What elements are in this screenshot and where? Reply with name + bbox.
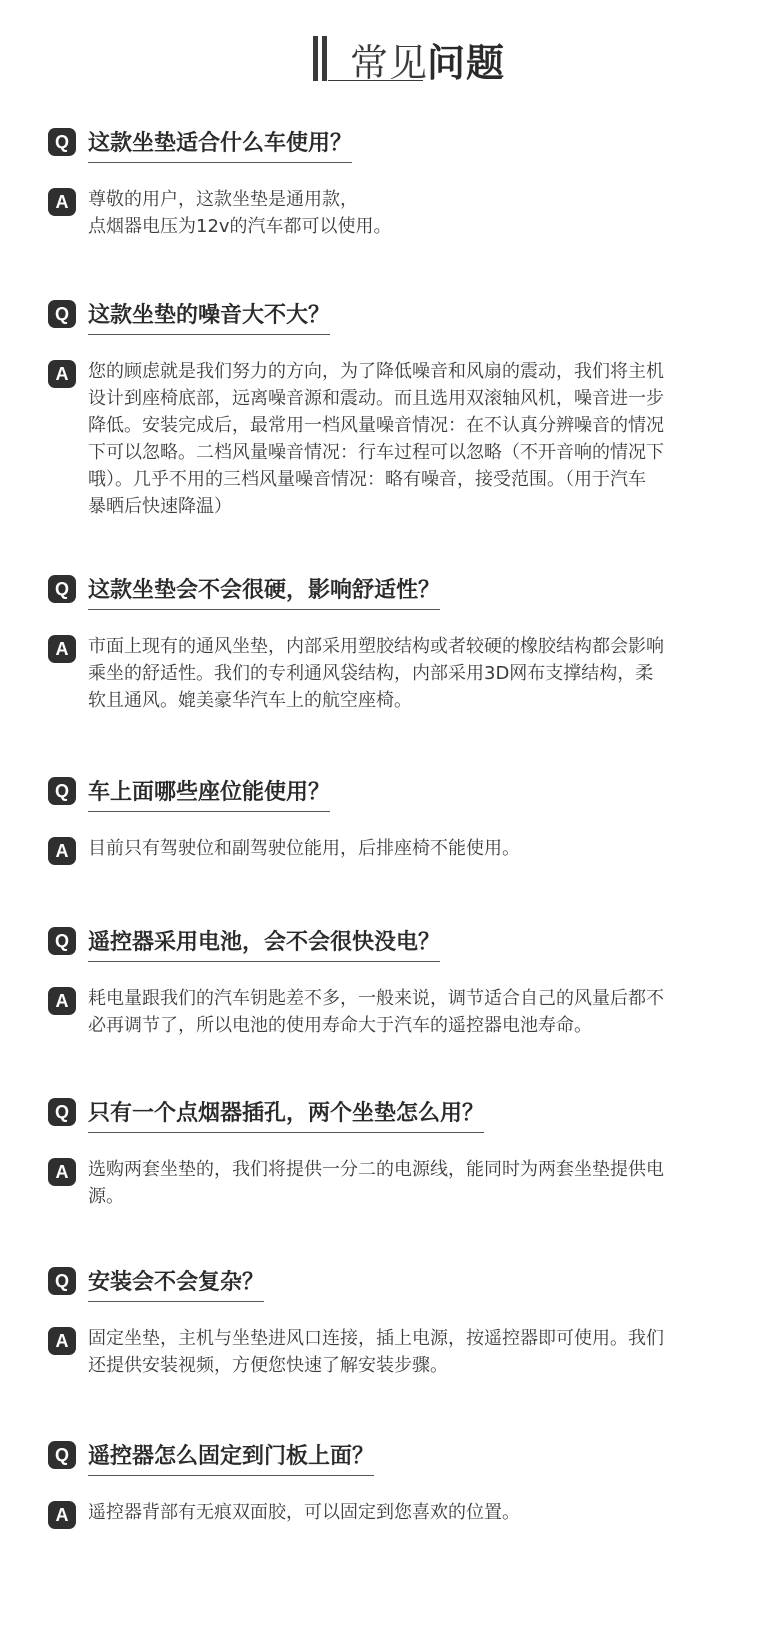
answer-badge: A — [48, 1501, 76, 1529]
question-text: 车上面哪些座位能使用？ — [88, 775, 330, 812]
faq-item — [48, 777, 748, 862]
question-badge: Q — [48, 1098, 76, 1126]
question-text: 这款坐垫的噪音大不大？ — [88, 298, 330, 335]
answer-badge: A — [48, 635, 76, 663]
question-text: 这款坐垫适合什么车使用？ — [88, 126, 352, 163]
faq-item — [48, 575, 748, 714]
question-text: 只有一个点烟器插孔，两个坐垫怎么用？ — [88, 1096, 484, 1133]
answer-badge: A — [48, 1327, 76, 1355]
faq-item — [48, 128, 748, 240]
answer-text: 遥控器背部有无痕双面胶，可以固定到您喜欢的位置。 — [88, 1502, 520, 1523]
answer-badge: A — [48, 837, 76, 865]
question-badge: Q — [48, 777, 76, 805]
answer-text: 市面上现有的通风坐垫，内部采用塑胶结构或者较硬的橡胶结构都会影响 乘坐的舒适性。我们的专利通风袋结构，内部采用3D网布支撑结构，柔 软且通风。媲美豪华汽车上的航空座椅。 — [88, 636, 664, 711]
question-badge: Q — [48, 1441, 76, 1469]
question-badge: Q — [48, 927, 76, 955]
question-badge: Q — [48, 575, 76, 603]
question-text: 这款坐垫会不会很硬，影响舒适性？ — [88, 573, 440, 610]
question-text: 遥控器怎么固定到门板上面？ — [88, 1439, 374, 1476]
title-bar-decoration — [322, 36, 327, 81]
answer-badge: A — [48, 987, 76, 1015]
answer-text: 您的顾虑就是我们努力的方向，为了降低噪音和风扇的震动，我们将主机 设计到座椅底部，远离噪音源和震动。而且选用双滚轴风机，噪音进一步 降低。安装完成后，最常用一档风量噪音情况：在不认真分辨噪音的情况 下可以忽略。二档风量噪音情况：行车过程可以忽略（不开音响的情况下 哦）。几乎不用的三档风量噪音情况：略有噪音，接受范围。（用于汽车 暴晒后快速降温） — [88, 361, 664, 517]
question-text: 遥控器采用电池，会不会很快没电？ — [88, 925, 440, 962]
faq-item — [48, 927, 748, 1039]
title-bar-decoration — [313, 36, 318, 81]
page-title-bold: 问题 — [427, 41, 506, 85]
faq-item — [48, 1267, 748, 1379]
question-badge: Q — [48, 128, 76, 156]
answer-text: 固定坐垫，主机与坐垫进风口连接，插上电源，按遥控器即可使用。我们 还提供安装视频，方便您快速了解安装步骤。 — [88, 1328, 664, 1376]
faq-item — [48, 300, 748, 520]
answer-badge: A — [48, 188, 76, 216]
answer-text: 尊敬的用户，这款坐垫是通用款， 点烟器电压为12v的汽车都可以使用。 — [88, 189, 392, 237]
question-badge: Q — [48, 300, 76, 328]
question-text: 安装会不会复杂？ — [88, 1265, 264, 1302]
faq-item — [48, 1098, 748, 1210]
answer-text: 目前只有驾驶位和副驾驶位能用，后排座椅不能使用。 — [88, 838, 520, 859]
answer-badge: A — [48, 360, 76, 388]
answer-text: 耗电量跟我们的汽车钥匙差不多，一般来说，调节适合自己的风量后都不 必再调节了，所以电池的使用寿命大于汽车的遥控器电池寿命。 — [88, 988, 664, 1036]
answer-badge: A — [48, 1158, 76, 1186]
faq-item — [48, 1441, 748, 1526]
page-header — [0, 28, 770, 88]
answer-text: 选购两套坐垫的，我们将提供一分二的电源线，能同时为两套坐垫提供电 源。 — [88, 1159, 664, 1207]
question-badge: Q — [48, 1267, 76, 1295]
page-title-light: 常见 — [350, 41, 429, 85]
